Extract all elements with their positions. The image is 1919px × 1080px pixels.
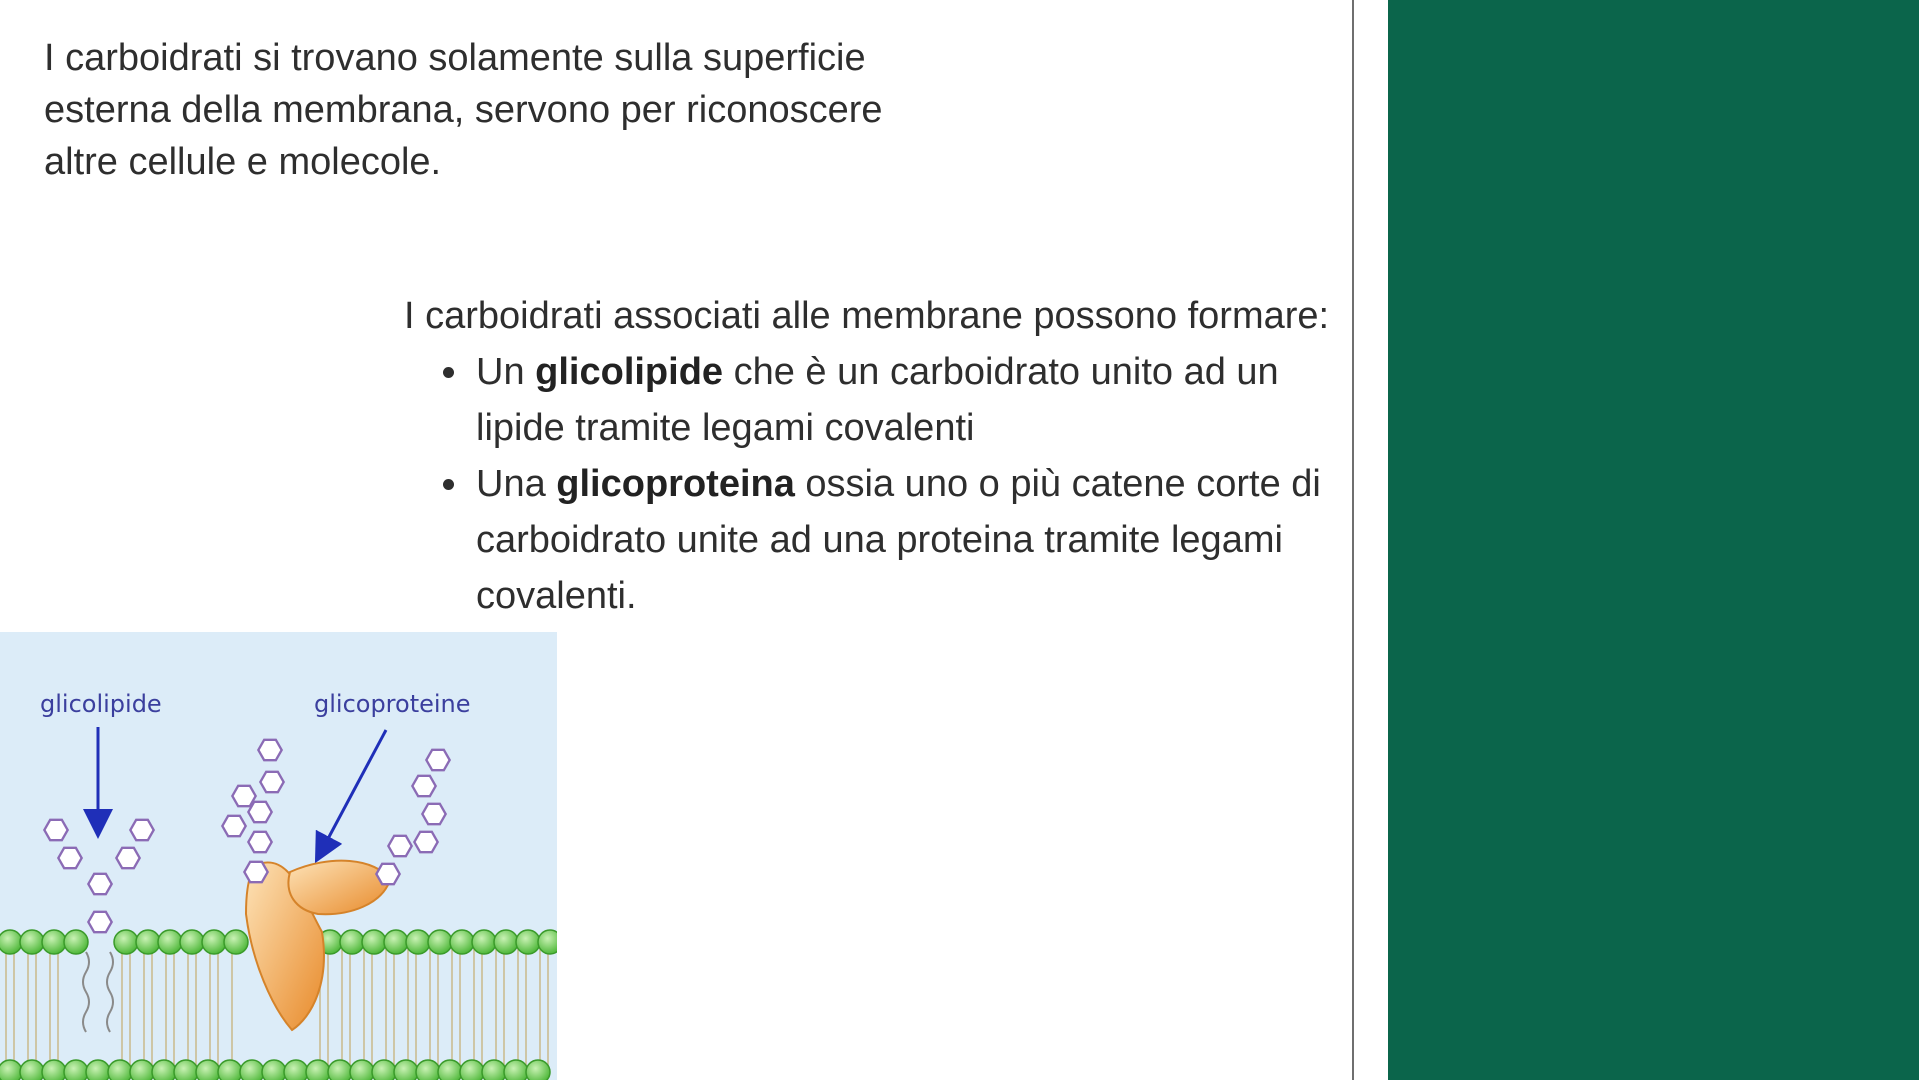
- vertical-divider: [1352, 0, 1354, 1080]
- membrane-figure: [0, 632, 557, 1080]
- bullet-glicoproteina: • Una glicoproteina ossia uno o più catene corte di carboidrato unite ad una proteina tramite legami covalenti.: [472, 456, 1352, 624]
- bullet-list: [404, 344, 1352, 624]
- label-glicoproteine: glicoproteine: [314, 690, 471, 718]
- content-block: [404, 288, 1364, 624]
- content-lead: I carboidrati associati alle membrane possono formare:: [404, 295, 1330, 337]
- lipid-heads-bottom: [0, 1060, 550, 1080]
- bullet-glicolipide: • Un glicolipide che è un carboidrato unito ad un lipide tramite legami covalenti: [472, 344, 1352, 456]
- label-glicolipide: glicolipide: [40, 690, 162, 718]
- side-panel: [1388, 0, 1919, 1080]
- term-glicoproteina: glicoproteina: [556, 463, 795, 505]
- term-glicolipide: glicolipide: [535, 351, 724, 393]
- intro-paragraph: I carboidrati si trovano solamente sulla superficie esterna della membrana, servono per riconoscere altre cellule e molecole.: [44, 37, 883, 183]
